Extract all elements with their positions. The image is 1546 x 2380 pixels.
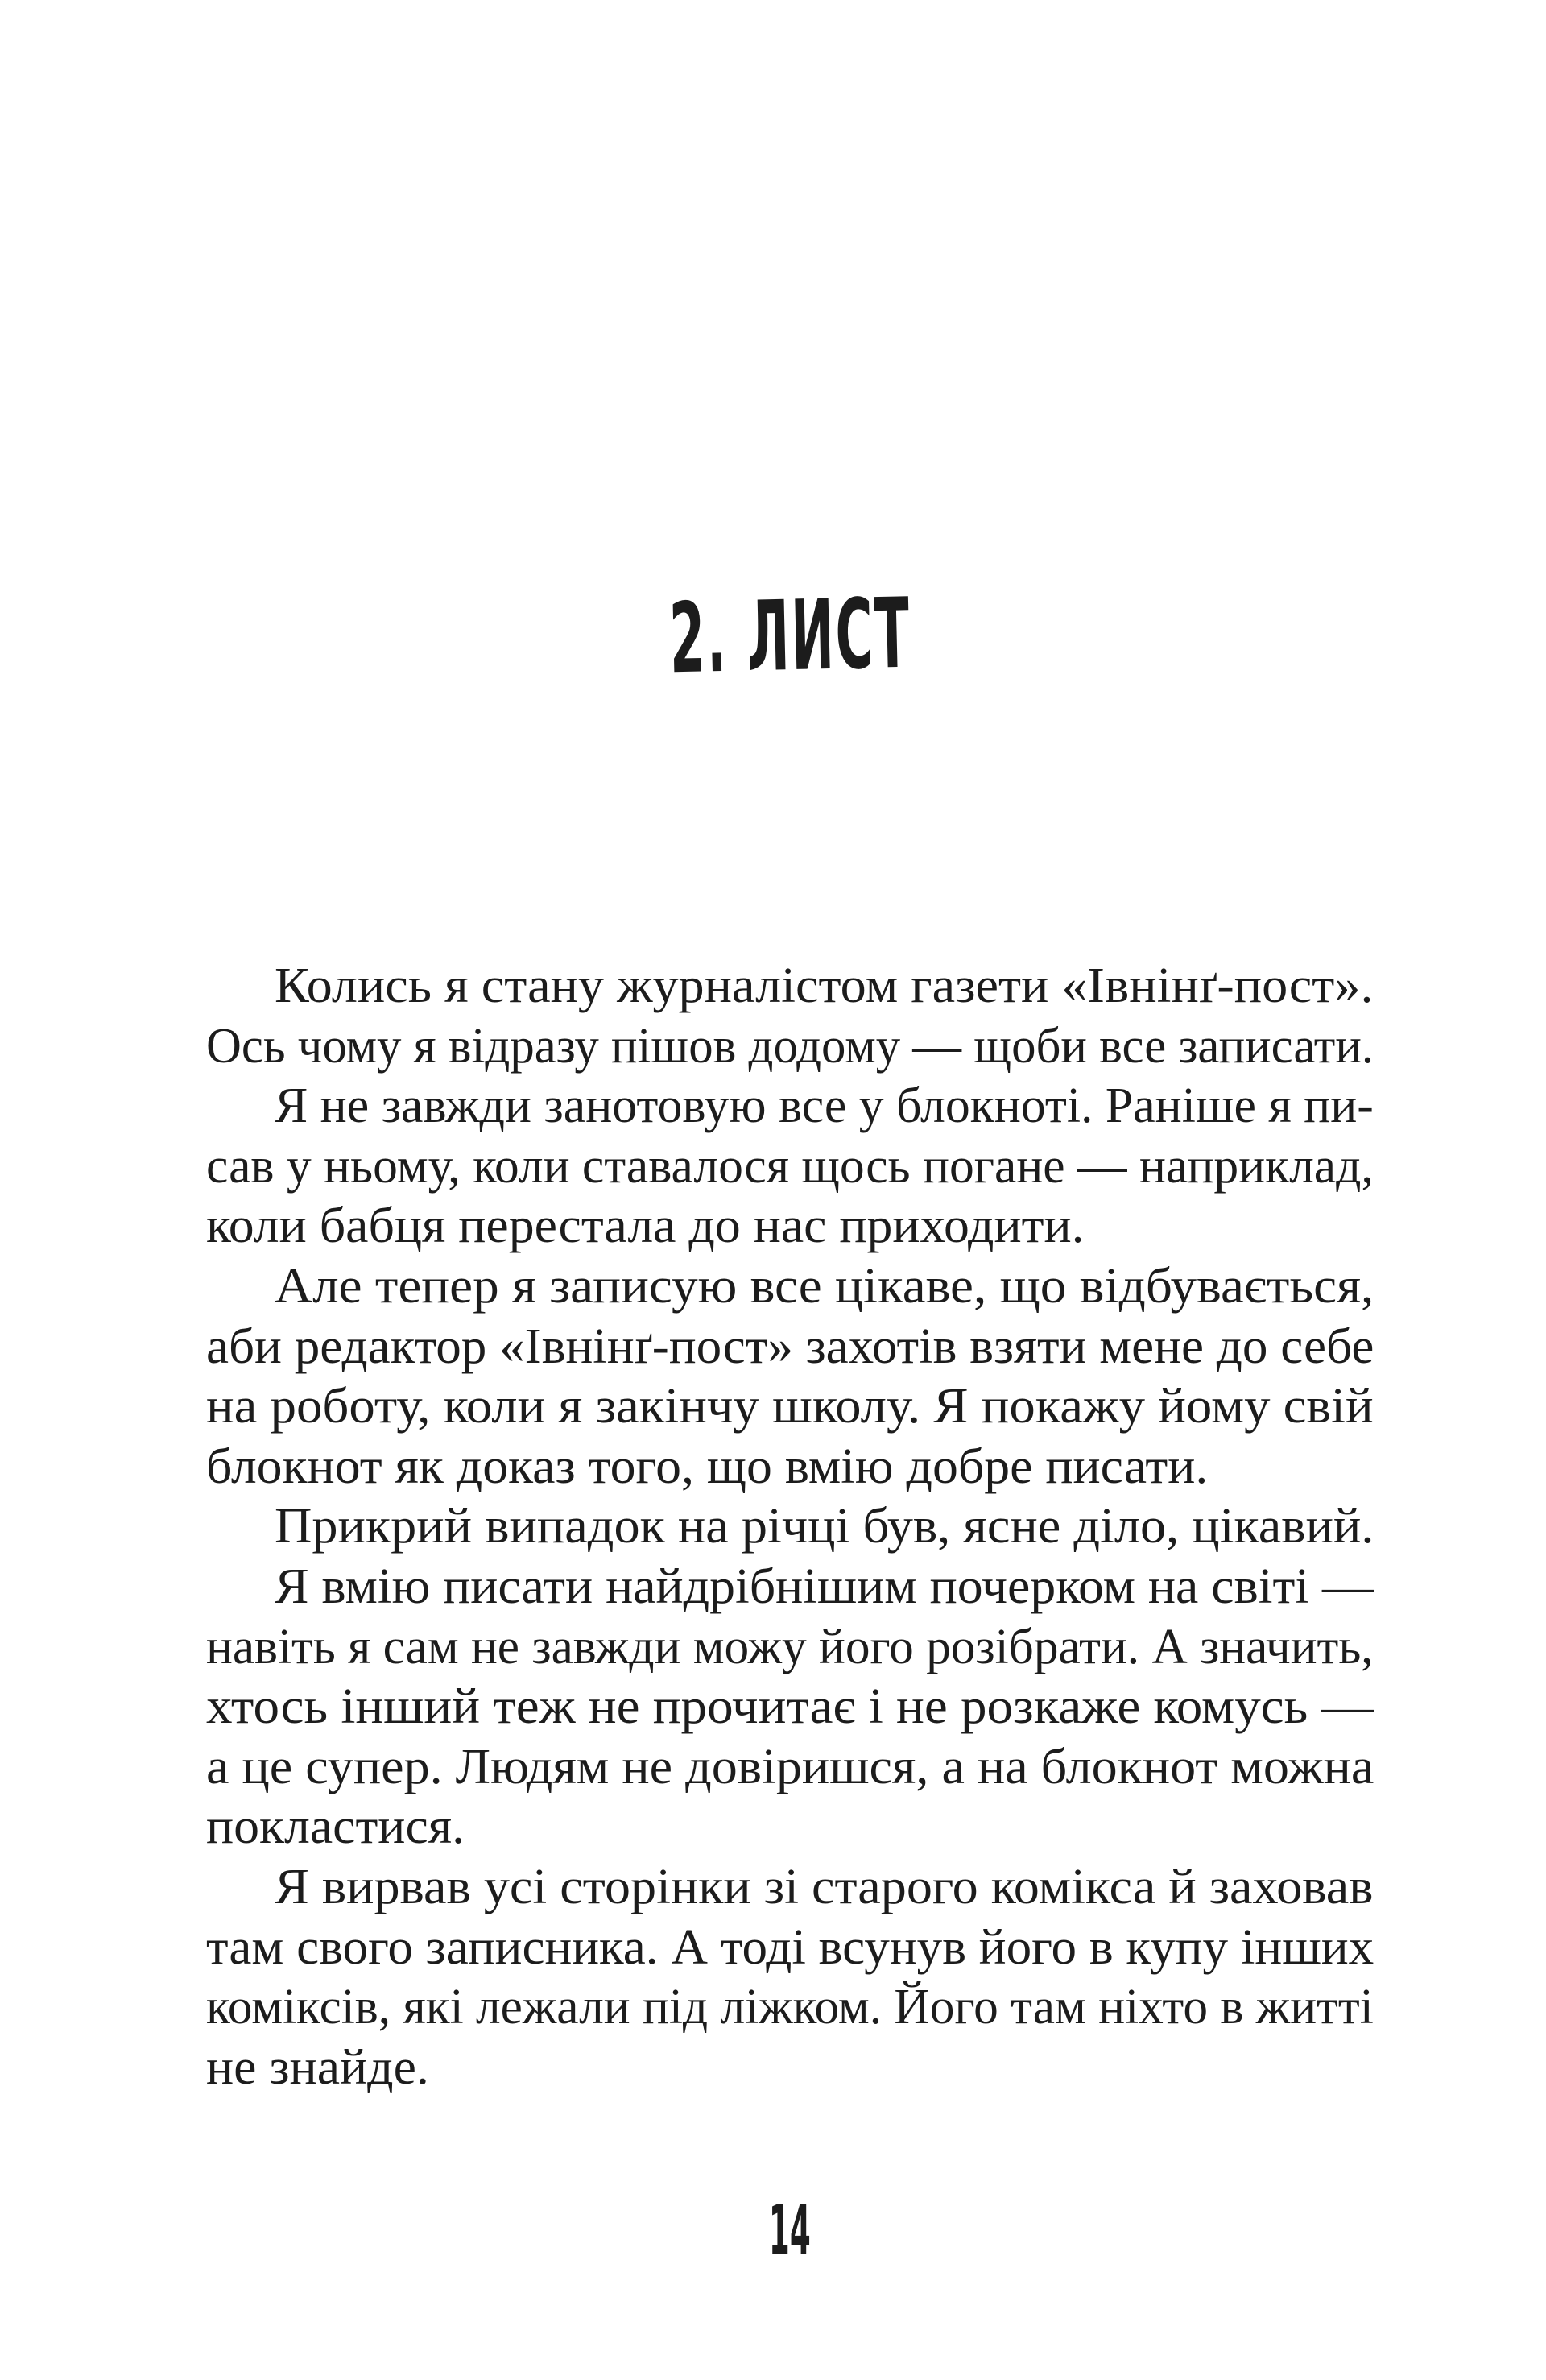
text-line-content: Колись я стану журналістом газети «Івнінґ-пост». bbox=[275, 958, 1374, 1013]
body-text bbox=[206, 956, 1374, 2097]
text-line bbox=[206, 1918, 1374, 1978]
text-line bbox=[206, 1136, 1374, 1197]
page-number bbox=[206, 2191, 1374, 2271]
text-line-content: сав у ньому, коли ставалося щось погане — наприклад, bbox=[206, 1138, 1374, 1194]
chapter-title bbox=[205, 576, 1374, 699]
text-line-content: Я вмію писати найдрібнішим почерком на світі — bbox=[275, 1558, 1374, 1614]
text-line-content: там свого записника. А тоді всунув його в купу інших bbox=[206, 1919, 1374, 1975]
text-line bbox=[206, 1016, 1374, 1077]
text-line-content: покластися. bbox=[206, 1799, 465, 1855]
text-line-content: Але тепер я записую все цікаве, що відбувається, bbox=[275, 1258, 1374, 1314]
text-line-content: блокнот як доказ того, що вмію добре писати. bbox=[206, 1438, 1209, 1494]
text-line-content: Я вирвав усі сторінки зі старого комікса й заховав bbox=[275, 1859, 1374, 1914]
text-line-content: коміксів, які лежали під ліжком. Його там ніхто в житті bbox=[206, 1980, 1374, 2035]
text-line-content: а це супер. Людям не довіришся, а на блокнот можна bbox=[206, 1739, 1374, 1794]
text-line bbox=[206, 1256, 1374, 1317]
text-line bbox=[206, 1437, 1374, 1497]
text-line bbox=[206, 1557, 1374, 1617]
text-line bbox=[206, 1076, 1374, 1136]
text-line bbox=[206, 956, 1374, 1016]
text-line bbox=[206, 1977, 1374, 2038]
page-number-text: 14 bbox=[769, 2191, 811, 2271]
text-line-content: коли бабця перестала до нас приходити. bbox=[206, 1198, 1085, 1254]
text-line bbox=[206, 1617, 1374, 1678]
text-line bbox=[206, 1737, 1374, 1798]
chapter-title-text: 2. ЛИСТ bbox=[668, 577, 912, 696]
text-line bbox=[206, 1496, 1374, 1557]
text-line bbox=[206, 1376, 1374, 1437]
text-line bbox=[206, 2038, 1374, 2098]
text-line-content: навіть я сам не завжди можу його розібрати. А значить, bbox=[206, 1619, 1374, 1674]
text-line bbox=[206, 1317, 1374, 1377]
text-line-content: Ось чому я відразу пішов додому — щоби все записати. bbox=[206, 1018, 1374, 1074]
text-line bbox=[206, 1857, 1374, 1918]
text-line-content: Я не завжди занотовую все у блокноті. Раніше я пи- bbox=[275, 1078, 1374, 1134]
text-line-content: на роботу, коли я закінчу школу. Я покажу йому свій bbox=[206, 1379, 1374, 1434]
text-line bbox=[206, 1797, 1374, 1857]
text-line-content: хтось інший теж не прочитає і не розкаже комусь — bbox=[206, 1679, 1374, 1735]
text-line-content: аби редактор «Івнінґ-пост» захотів взяти мене до себе bbox=[206, 1318, 1374, 1374]
text-line-content: не знайде. bbox=[206, 2039, 429, 2095]
text-line bbox=[206, 1677, 1374, 1737]
text-line-content: Прикрий випадок на річці був, ясне діло, цікавий. bbox=[275, 1499, 1374, 1554]
text-line bbox=[206, 1196, 1374, 1256]
